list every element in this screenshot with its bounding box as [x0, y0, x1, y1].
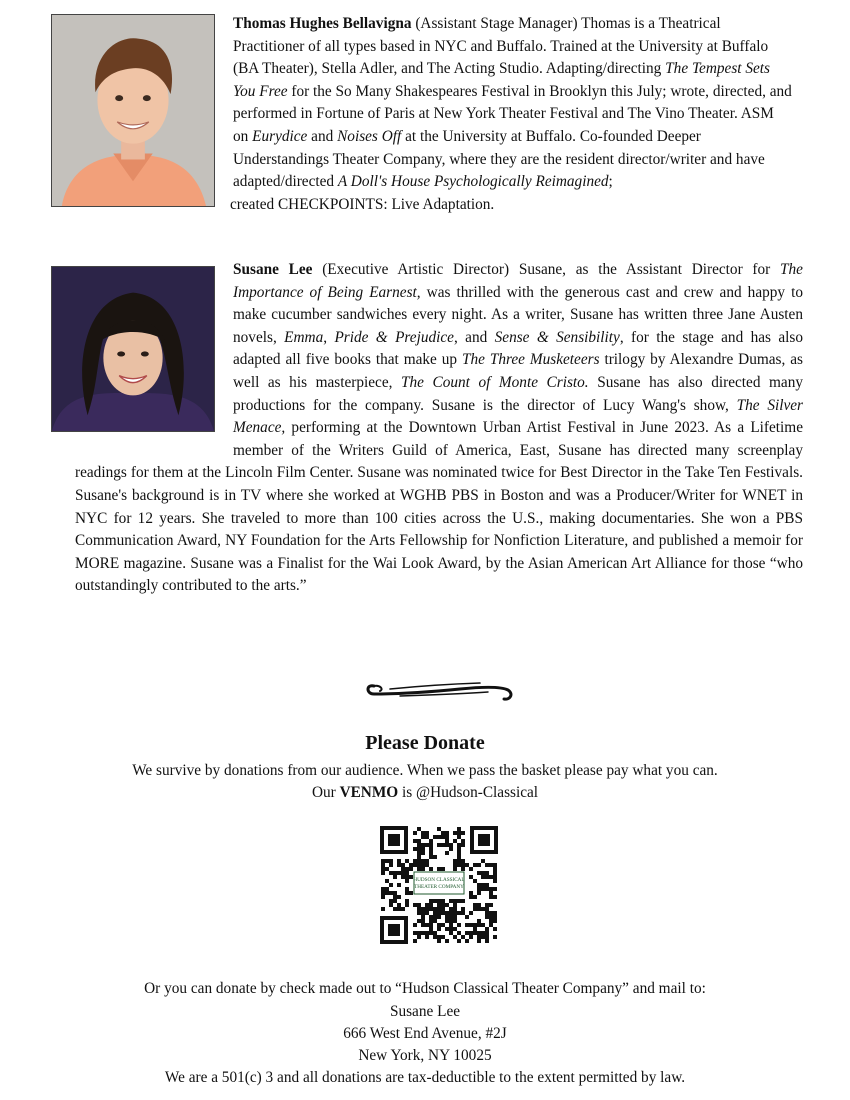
thomas-photo — [51, 14, 215, 207]
thomas-name: Thomas Hughes Bellavigna — [233, 15, 412, 32]
venmo-handle: is @Hudson-Classical — [398, 784, 539, 801]
tax-deductible-note: We are a 501(c) 3 and all donations are tax-deductible to the extent permitted by law. — [164, 1069, 686, 1086]
susane-name: Susane Lee — [233, 261, 313, 278]
donate-intro: We survive by donations from our audience. When we pass the basket please pay what you can. — [132, 762, 718, 779]
address-street: 666 West End Avenue, #2J — [343, 1025, 507, 1042]
venmo-label: VENMO — [339, 784, 399, 801]
thomas-bio: Thomas Hughes Bellavigna (Assistant Stage Manager) Thomas is a Theatrical Practitioner of all types based in NYC and Buffalo. Trained at the University at Buffalo (BA Theater), Stella Adler, and The Acting Studio. Adapting/directing The Tempest Sets You Free for the So Many Shakespeares Festival in Brooklyn this July; wrote, directed, and performed in Fortune of Paris at New York Theater Festival and The Vino Theater. ASM on Eurydice and Noises Off at the University at Buffalo. Co-founded Deeper Understandings Theater Company, where they are the resident director/writer and have adapted/directed A Doll's House Psychologically Reimagined; created CHECKPOINTS: Live Adaptation. — [230, 15, 792, 213]
venmo-qr-code[interactable] — [380, 826, 498, 944]
flourish-divider — [360, 672, 520, 708]
donate-heading: Please Donate — [365, 732, 485, 754]
check-instructions: Or you can donate by check made out to “Hudson Classical Theater Company” and mail to: — [144, 980, 706, 997]
qr-logo-text-2: THEATER COMPANY — [414, 884, 464, 890]
address-name: Susane Lee — [389, 1003, 461, 1020]
qr-logo-text-1: HUDSON CLASSICAL — [413, 877, 465, 883]
address-city: New York, NY 10025 — [358, 1047, 492, 1064]
venmo-line: Our VENMO is @Hudson-Classical — [311, 784, 539, 801]
susane-bio: Susane Lee (Executive Artistic Director) Susane, as the Assistant Director for The Importance of Being Earnest, was thrilled with the generous cast and crew and happy to make cucumber sandwiches every night. As a writer, Susane has written three Jane Austen novels, Emma, Pride & Prejudice, and Sense & Sensibility, for the stage and has also adapted all five books that make up The Three Musketeers trilogy by Alexandre Dumas, as well as his masterpiece, The Count of Monte Cristo. Susane has also directed many productions for the company. Susane is the director of Lucy Wang's show, The Silver Menace, performing at the Downtown Urban Artist Festival in June 2023. As a Lifetime member of the Writers Guild of America, East, Susane has directed many screenplay readings for them at the Lincoln Film Center. Susane was nominated twice for Best Director in the Take Ten Festivals. Susane's background is in TV where she worked at WGHB PBS in Boston and was a Producer/Writer for WNET in NYC for 12 years. She traveled to more than 100 cities across the U.S., making documentaries. She won a PBS Communication Award, NY Foundation for the Arts Fellowship for Nonfiction Literature, and published a memoir for MORE magazine. Susane was a Finalist for the Wai Look Award, by the Asian American Art Alliance for those “who outstandingly contributed to the arts.” — [75, 261, 804, 595]
